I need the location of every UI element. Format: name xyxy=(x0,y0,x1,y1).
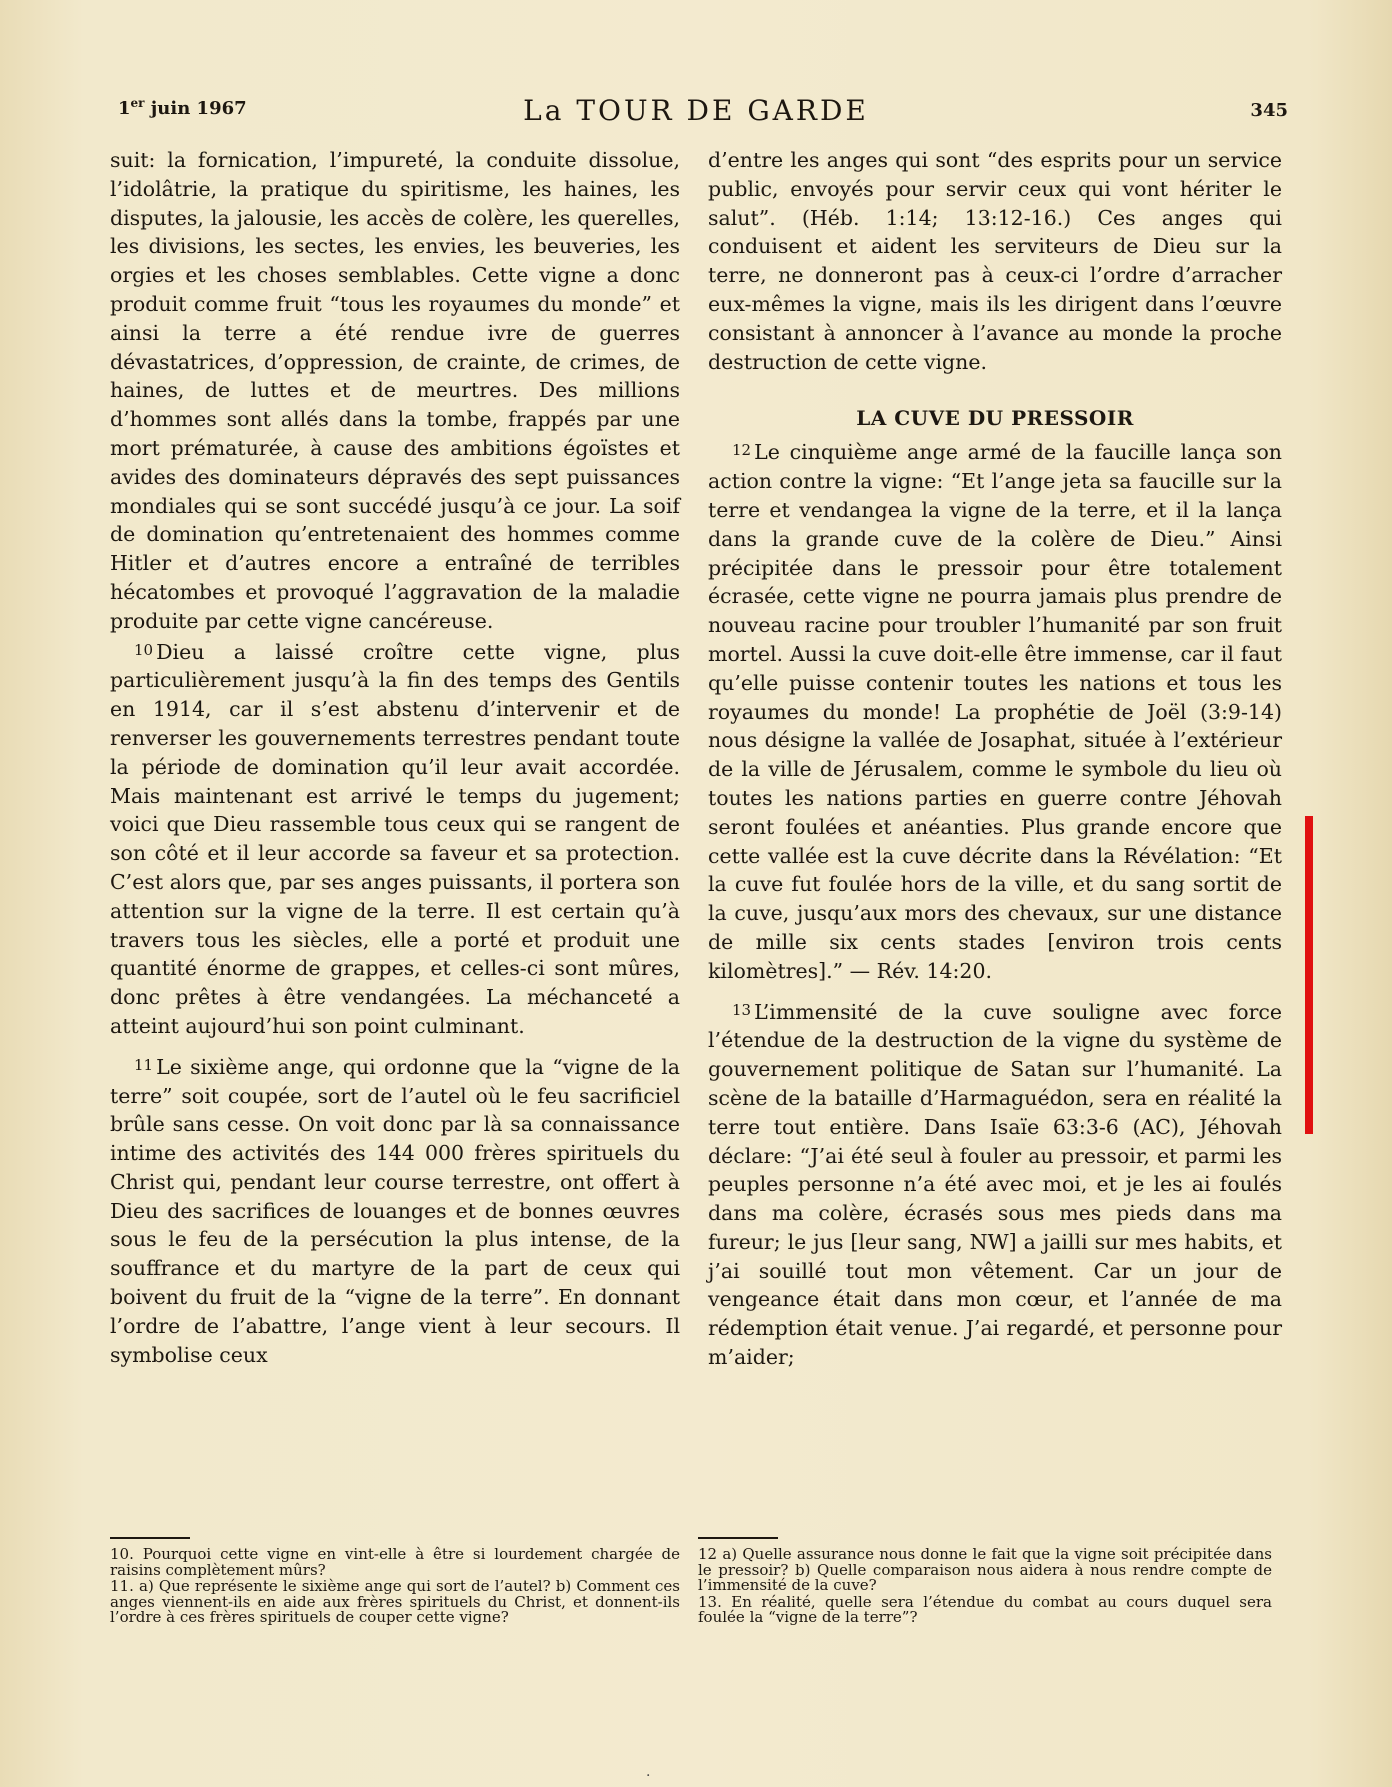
magazine-title: La TOUR DE GARDE xyxy=(523,94,869,127)
study-question-12: 12 a) Quelle assurance nous donne le fait que la vigne soit précipitée dans le pressoir? b) Quelle comparaison nous aidera à nous rendre compte de l’immensité de la cuve? xyxy=(698,1545,1272,1594)
left-column xyxy=(110,146,680,1369)
issue-date: 1er juin 1967 xyxy=(118,96,247,119)
page-header xyxy=(0,96,1392,136)
study-question-13: 13. En réalité, quelle sera l’étendue du combat au cours duquel sera foulée la “vigne de la terre”? xyxy=(698,1592,1272,1626)
study-questions-left xyxy=(110,1515,680,1626)
paragraph-continuation: d’entre les anges qui sont “des esprits pour un service public, envoyés pour servir ceux qui vont hériter le salut”. (Héb. 1:14; 13:12-16.) Ces anges qui conduisent et aident les serviteurs de Dieu sur la terre, ne donneront pas à ceux-ci l’ordre d’arracher eux-mêmes la vigne, mais ils les dirigent dans l’œuvre consistant à annoncer à l’avance au monde la proche destruction de cette vigne. xyxy=(708,148,1282,374)
scan-speck: · xyxy=(646,1768,651,1784)
paragraph-10 xyxy=(110,636,680,1041)
study-questions-right xyxy=(698,1515,1272,1626)
paragraph-11 xyxy=(110,1051,680,1370)
paragraph-number: 10 xyxy=(134,640,154,659)
section-heading: LA CUVE DU PRESSOIR xyxy=(856,406,1134,431)
footnote-divider xyxy=(698,1537,778,1539)
study-question-10: 10. Pourquoi cette vigne en vint-elle à être si lourdement chargée de raisins complètement mûrs? xyxy=(110,1545,680,1579)
paragraph-text: Le sixième ange, qui ordonne que la “vigne de la terre” soit coupée, sort de l’autel où le feu sacrificiel brûle sans cesse. On voit donc par là sa connaissance intime des activités des 144 000 frères spirituels du Christ qui, pendant leur course terrestre, ont offert à Dieu des sacrifices de louanges et de bonnes œuvres sous le feu de la persécution la plus intense, de la souffrance et du martyre de la part de ceux qui boivent du fruit de la “vigne de la terre”. En donnant l’ordre de l’abattre, l’ange vient à leur secours. Il symbolise ceux xyxy=(110,1054,680,1367)
margin-highlight-bar xyxy=(1305,816,1313,1134)
paragraph-number: 12 xyxy=(732,441,752,460)
paragraph-13 xyxy=(708,996,1282,1372)
study-question-11: 11. a) Que représente le sixième ange qui sort de l’autel? b) Comment ces anges viennent-ils en aide aux frères spirituels du Christ, et donnent-ils l’ordre à ces frères spirituels de couper cette vigne? xyxy=(110,1577,680,1626)
footnote-divider xyxy=(110,1537,190,1539)
paragraph-12 xyxy=(708,436,1282,985)
paragraph-continuation: suit: la fornication, l’impureté, la conduite dissolue, l’idolâtrie, la pratique du spiritisme, les haines, les disputes, la jalousie, les accès de colère, les querelles, les divisions, les sectes, les envies, les beuveries, les orgies et les choses semblables. Cette vigne a donc produit comme fruit “tous les royaumes du monde” et ainsi la terre a été rendue ivre de guerres dévastatrices, d’oppression, de crainte, de crimes, de haines, de luttes et de meurtres. Des millions d’hommes sont allés dans la tombe, frappés par une mort prématurée, à cause des ambitions égoïstes et avides des dominateurs dépravés des sept puissances mondiales qui se sont succédé jusqu’à ce jour. La soif de domination qu’entretenaient des hommes comme Hitler et d’autres encore a entraîné de terribles hécatombes et provoqué l’aggravation de la maladie produite par cette vigne cancéreuse. xyxy=(110,148,680,633)
page-number: 345 xyxy=(1250,100,1288,121)
paragraph-number: 13 xyxy=(732,1000,752,1019)
paragraph-text: L’immensité de la cuve souligne avec force l’étendue de la destruction de la vigne du système de gouvernement politique de Satan sur l’humanité. La scène de la bataille d’Harmaguédon, sera en réalité la terre tout entière. Dans Isaïe 63:3-6 (AC), Jéhovah déclare: “J’ai été seul à fouler au pressoir, et parmi les peuples personne n’a été avec moi, et je les ai foulés dans ma colère, écrasés sous mes pieds dans ma fureur; le jus [leur sang, NW] a jailli sur mes habits, et j’ai souillé tout mon vêtement. Car un jour de vengeance était dans mon cœur, et l’année de ma rédemption était venue. J’ai regardé, et personne pour m’aider; xyxy=(708,999,1282,1370)
paragraph-text: Le cinquième ange armé de la faucille lança son action contre la vigne: “Et l’ange jeta sa faucille sur la terre et vendangea la vigne de la terre, et il la lança dans la grande cuve de la colère de Dieu.” Ainsi précipitée dans le pressoir pour être totalement écrasée, cette vigne ne pourra jamais plus prendre de nouveau racine pour troubler l’humanité par son fruit mortel. Aussi la cuve doit-elle être immense, car il faut qu’elle puisse contenir toutes les nations et tous les royaumes du monde! La prophétie de Joël (3:9-14) nous désigne la vallée de Josaphat, située à l’extérieur de la ville de Jérusalem, comme le symbole du lieu où toutes les nations parties en guerre contre Jéhovah seront foulées et anéanties. Plus grande encore que cette vallée est la cuve décrite dans la Révélation: “Et la cuve fut foulée hors de la ville, et du sang sortit de la cuve, jusqu’aux mors des chevaux, sur une distance de mille six cents stades [environ trois cents kilomètres].” — Rév. 14:20. xyxy=(708,440,1282,983)
paragraph-text: Dieu a laissé croître cette vigne, plus particulièrement jusqu’à la fin des temps des Gentils en 1914, car il s’est abstenu d’intervenir et de renverser les gouvernements terrestres pendant toute la période de domination qu’il leur avait accordée. Mais maintenant est arrivé le temps du jugement; voici que Dieu rassemble tous ceux qui se rangent de son côté et il leur accorde sa faveur et sa protection. C’est alors que, par ses anges puissants, il portera son attention sur la vigne de la terre. Il est certain qu’à travers tous les siècles, elle a porté et produit une quantité énorme de grappes, et celles-ci sont mûres, donc prêtes à être vendangées. La méchanceté a atteint aujourd’hui son point culminant. xyxy=(110,639,680,1038)
right-column xyxy=(708,146,1282,1372)
paragraph-number: 11 xyxy=(134,1055,154,1074)
